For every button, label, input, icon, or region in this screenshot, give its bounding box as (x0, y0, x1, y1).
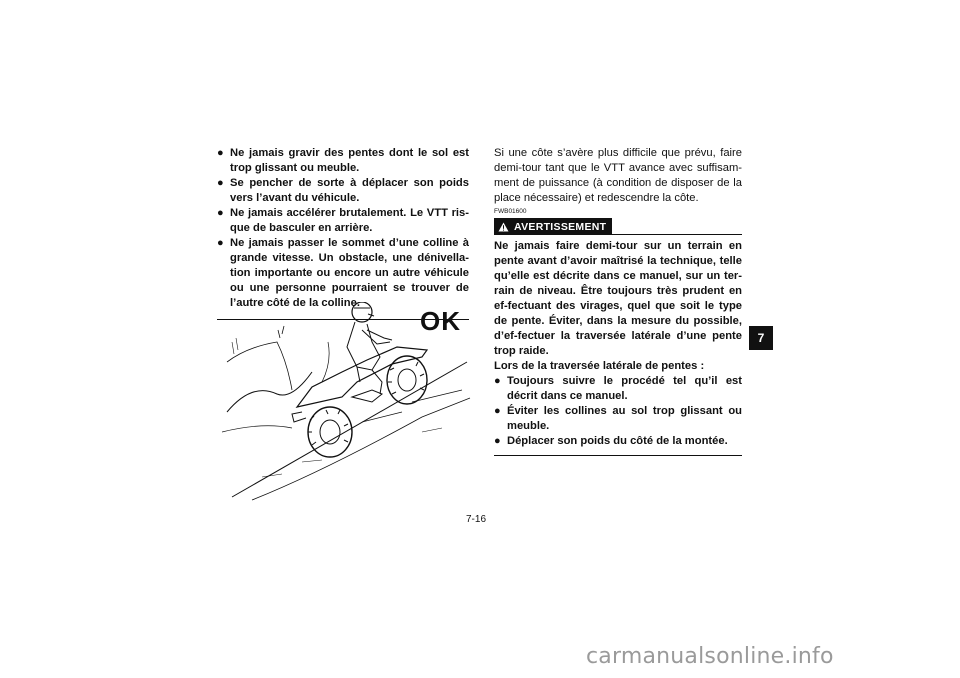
warning-badge (494, 218, 612, 235)
warning-header (494, 218, 742, 235)
warning-subhead: Lors de la traversée latérale de pentes : (494, 360, 705, 372)
warning-rule (612, 234, 742, 235)
list-item: ● Ne jamais accélérer brutalement. Le VTT ris-que de basculer en arrière. (217, 207, 469, 234)
left-bullet-list (217, 146, 469, 311)
warning-body (494, 239, 742, 449)
warning-label: AVERTISSEMENT (514, 220, 607, 233)
warning-text: Ne jamais faire demi-tour sur un terrain en pente avant d’avoir maîtrisé la technique, telle qu’elle est décrite dans ce manuel, sur un ter-rain de niveau. Être toujours très prudent en ef-fectuant des virages, quel que soit le type de pente. Éviter, dans la mesure du possible, d’ef-fectuer la traversée latérale d’une pente trop raide. (494, 240, 742, 357)
intro-paragraph: Si une côte s’avère plus difficile que prévu, faire demi-tour tant que le VTT avance avec suffisam-ment de puissance (à condition de disposer de la place nécessaire) et redescendre la côte. (494, 147, 742, 204)
list-item: ● Ne jamais gravir des pentes dont le sol est trop glissant ou meuble. (217, 147, 469, 174)
chapter-tab: 7 (749, 326, 773, 350)
list-item: ● Ne jamais passer le sommet d’une colline à grande vitesse. Un obstacle, une dénivella-tion importante ou encore un autre véhicule ou une personne pourraient se trouver de l’autre côté de la colline. (217, 237, 469, 309)
left-column (217, 146, 469, 320)
right-column (494, 146, 742, 456)
bullet-icon: ● (217, 177, 224, 189)
list-item: ● Se pencher de sorte à déplacer son poids vers l’avant du véhicule. (217, 177, 469, 204)
ok-label: OK (420, 306, 461, 336)
watermark: carmanualsonline.info (586, 644, 834, 669)
warning-code: FWB01600 (494, 208, 527, 215)
bullet-icon: ● (217, 237, 224, 249)
warning-triangle-icon (498, 222, 509, 232)
warning-bullet-list (494, 374, 742, 449)
list-item: ● Déplacer son poids du côté de la montée. (494, 435, 728, 447)
page-number: 7-16 (466, 514, 487, 525)
bullet-icon: ● (494, 405, 501, 417)
bullet-icon: ● (494, 435, 501, 447)
bullet-icon: ● (494, 375, 501, 387)
section-divider (494, 455, 742, 456)
list-item: ● Éviter les collines au sol trop glissant ou meuble. (494, 405, 742, 432)
list-item: ● Toujours suivre le procédé tel qu’il est décrit dans ce manuel. (494, 375, 742, 402)
bullet-icon: ● (217, 147, 224, 159)
bullet-icon: ● (217, 207, 224, 219)
